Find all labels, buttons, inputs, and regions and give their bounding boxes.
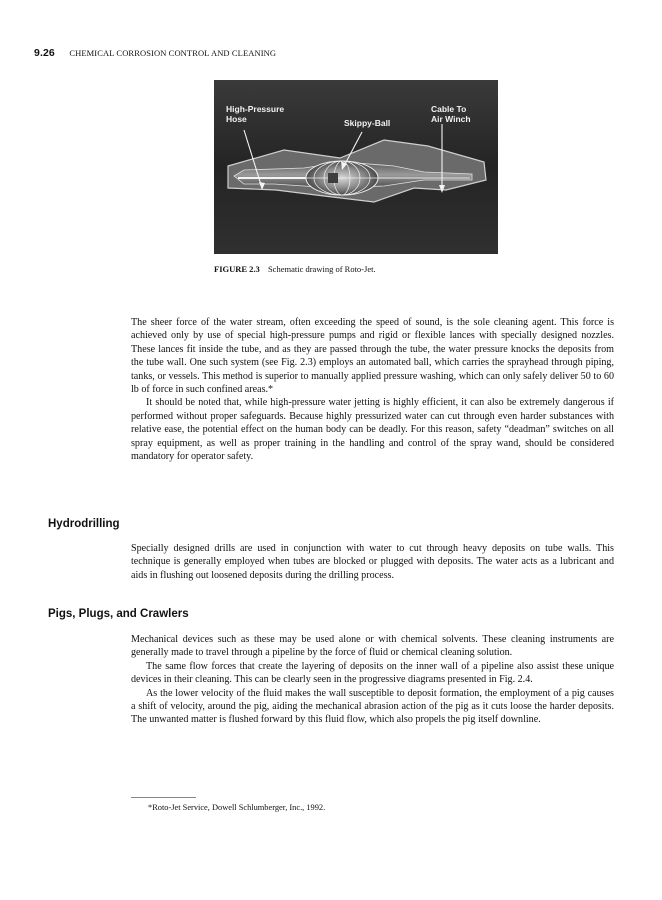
footnote-divider [131, 797, 196, 798]
running-title: CHEMICAL CORROSION CONTROL AND CLEANING [69, 48, 277, 58]
label-cable-to-air-winch: Cable To Air Winch [431, 104, 471, 124]
paragraph: Specially designed drills are used in conjunction with water to cut through heavy deposits on tube walls. This technique is generally employed when tubes are blocked or plugged with deposits. The water acts as a lubricant and aids in flushing out loosened deposits during the drilling process. [131, 543, 614, 581]
paragraph: It should be noted that, while high-pressure water jetting is highly efficient, it can also be extremely dangerous if performed without proper safeguards. Because highly pressurized water can cut through even harder substances with relative ease, the potential effect on the human body can be deadly. For this reason, safety “deadman” switches on all spray equipment, as well as proper training in the handling and control of the spray wand, should be considered mandatory for operator safety. [131, 397, 614, 463]
paragraph: The same flow forces that create the layering of deposits on the inner wall of a pipeline also assist these unique devices in their cleaning. This can be clearly seen in the progressive diagrams presented in Fig. 2.4. [131, 660, 614, 686]
hydrodrilling-section [131, 542, 614, 582]
paragraph: The sheer force of the water stream, often exceeding the speed of sound, is the sole cleaning agent. This force is achieved only by use of special high-pressure pumps and rigid or flexible lances with specially designed nozzles. These lances fit inside the tube, and as they are passed through the tube, the water pressure knocks the deposits from the tube wall. One such system (see Fig. 2.3) employs an automated ball, which carries the sprayhead through piping, tanks, or vessels. This method is superior to manually applied pressure washing, which can only safely deliver 50 to 60 lb of force in such confined areas.* [131, 317, 614, 396]
caption-text: Schematic drawing of Roto-Jet. [267, 264, 376, 274]
paragraph: As the lower velocity of the fluid makes the wall susceptible to deposit formation, the employment of a pig causes a shift of velocity, around the pig, aiding the mechanical abrasion action of the pig as it cuts loose the harder deposits. The unwanted matter is flushed forward by this fluid flow, which also propels the pig itself downline. [131, 687, 614, 726]
sprayhead [328, 173, 338, 183]
caption-number: FIGURE 2.3 [214, 264, 260, 274]
footnote: *Roto-Jet Service, Dowell Schlumberger, Inc., 1992. [148, 803, 326, 812]
running-header [34, 47, 276, 59]
heading-pigs-plugs-crawlers: Pigs, Plugs, and Crawlers [48, 608, 189, 620]
pigs-section [131, 633, 614, 727]
paragraph: Mechanical devices such as these may be used alone or with chemical solvents. These cleaning instruments are generally made to travel through a pipeline by the force of fluid or chemical cleaning solution. [131, 634, 614, 659]
page-number: 9.26 [34, 47, 55, 59]
heading-hydrodrilling: Hydrodrilling [48, 518, 120, 530]
figure-caption [214, 264, 376, 274]
label-high-pressure-hose: High-Pressure Hose [226, 104, 285, 124]
label-skippy-ball: Skippy-Ball [344, 118, 391, 128]
intro-section [131, 316, 614, 463]
roto-jet-figure [214, 80, 498, 254]
